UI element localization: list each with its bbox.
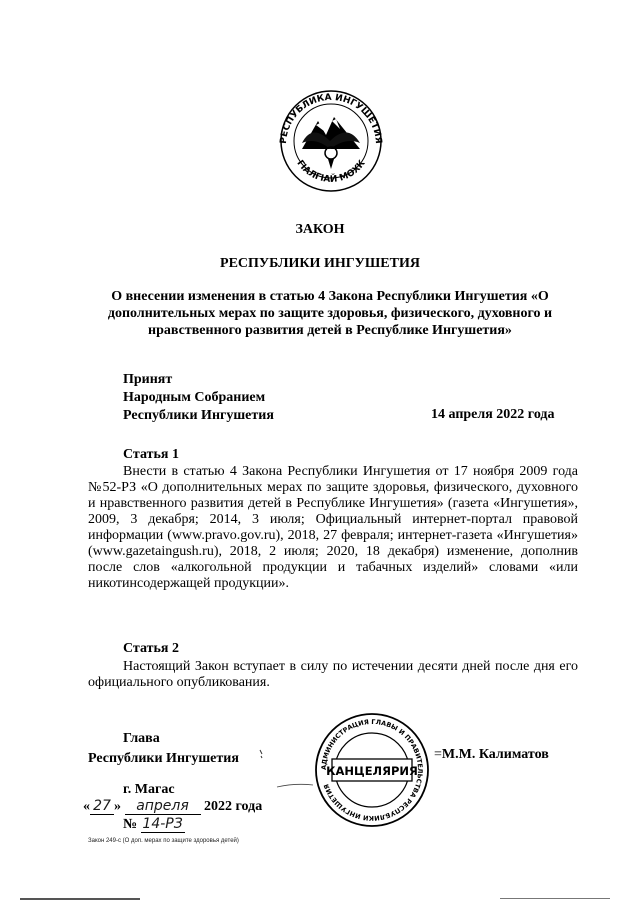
signing-date: [83, 798, 262, 815]
signature-stroke: [275, 778, 315, 790]
signing-day: 27: [90, 798, 114, 815]
date-quote-close: »: [114, 799, 121, 814]
adoption-block: [123, 371, 274, 425]
article-1-text: Внести в статью 4 Закона Республики Ингушетия от 17 ноября 2009 года №52-РЗ «О дополнительных мерах по защите здоровья, физического, духовного и нравственного развития детей в Республике Ингушетия» (газета «Ингушетия», 2009, 3 декабря; 2014, 3 июля; Официальный интернет-портал правовой информации (www.pravo.gov.ru), 2018, 27 февраля; интернет-газета «Ингушетия» (www.gazetaingush.ru), 2018, 2 июля; 2020, 18 декабря) изменение, дополнив после слов «алкогольной продукции и табачных изделий» словами «или никотинсодержащей продукции».: [88, 464, 578, 591]
signature-mark: [252, 744, 282, 764]
adoption-line-3: Республики Ингушетия: [123, 408, 274, 423]
coat-of-arms-emblem: [272, 83, 390, 193]
signatory-name: =М.М. Калиматов: [434, 747, 549, 762]
signing-year: 2022 года: [204, 799, 263, 814]
signatory-title: [88, 729, 239, 769]
scan-artifact: [20, 898, 140, 900]
scan-artifact-right: [500, 898, 610, 899]
law-number-value: 14-РЗ: [142, 816, 183, 832]
document-type: ЗАКОН: [295, 222, 345, 237]
article-2-text: Настоящий Закон вступает в силу по истечении десяти дней после дня его официального опубликования.: [88, 659, 578, 690]
signatory-title-line-1: Глава: [123, 731, 160, 746]
adoption-line-1: Принят: [123, 372, 173, 387]
city: г. Магас: [123, 782, 175, 797]
article-1-title: Статья 1: [123, 447, 179, 462]
law-number-prefix: №: [123, 817, 138, 832]
republic-name: РЕСПУБЛИКИ ИНГУШЕТИЯ: [220, 256, 420, 271]
official-seal: [312, 711, 432, 829]
law-number: [123, 816, 185, 833]
signing-month: апреля: [125, 798, 201, 815]
adoption-line-2: Народным Собранием: [123, 390, 266, 405]
signatory-name-text: М.М. Калиматов: [441, 747, 549, 762]
footer-note: Закон 249-с (О доп. мерах по защите здоровья детей): [88, 838, 239, 844]
law-subtitle: О внесении изменения в статью 4 Закона Республики Ингушетия «О дополнительных мерах по защите здоровья, физического, духовного и нравственного развития детей в Республике Ингушетия»: [107, 289, 553, 338]
date-quote-open: «: [83, 799, 90, 814]
signatory-title-line-2: Республики Ингушетия: [88, 751, 239, 766]
article-2-title: Статья 2: [123, 641, 179, 656]
emblem-text-bottom: ГIАЛГIАЙ МОХК: [294, 158, 368, 185]
emblem-text-top: РЕСПУБЛИКА ИНГУШЕТИЯ: [278, 92, 384, 145]
seal-ring-text: АДМИНИСТРАЦИЯ ГЛАВЫ И ПРАВИТЕЛЬСТВА РЕСПУБЛИКИ ИНГУШЕТИЯ: [319, 717, 425, 823]
adoption-date: 14 апреля 2022 года: [431, 407, 555, 422]
seal-center-text: КАНЦЕЛЯРИЯ: [326, 764, 418, 778]
